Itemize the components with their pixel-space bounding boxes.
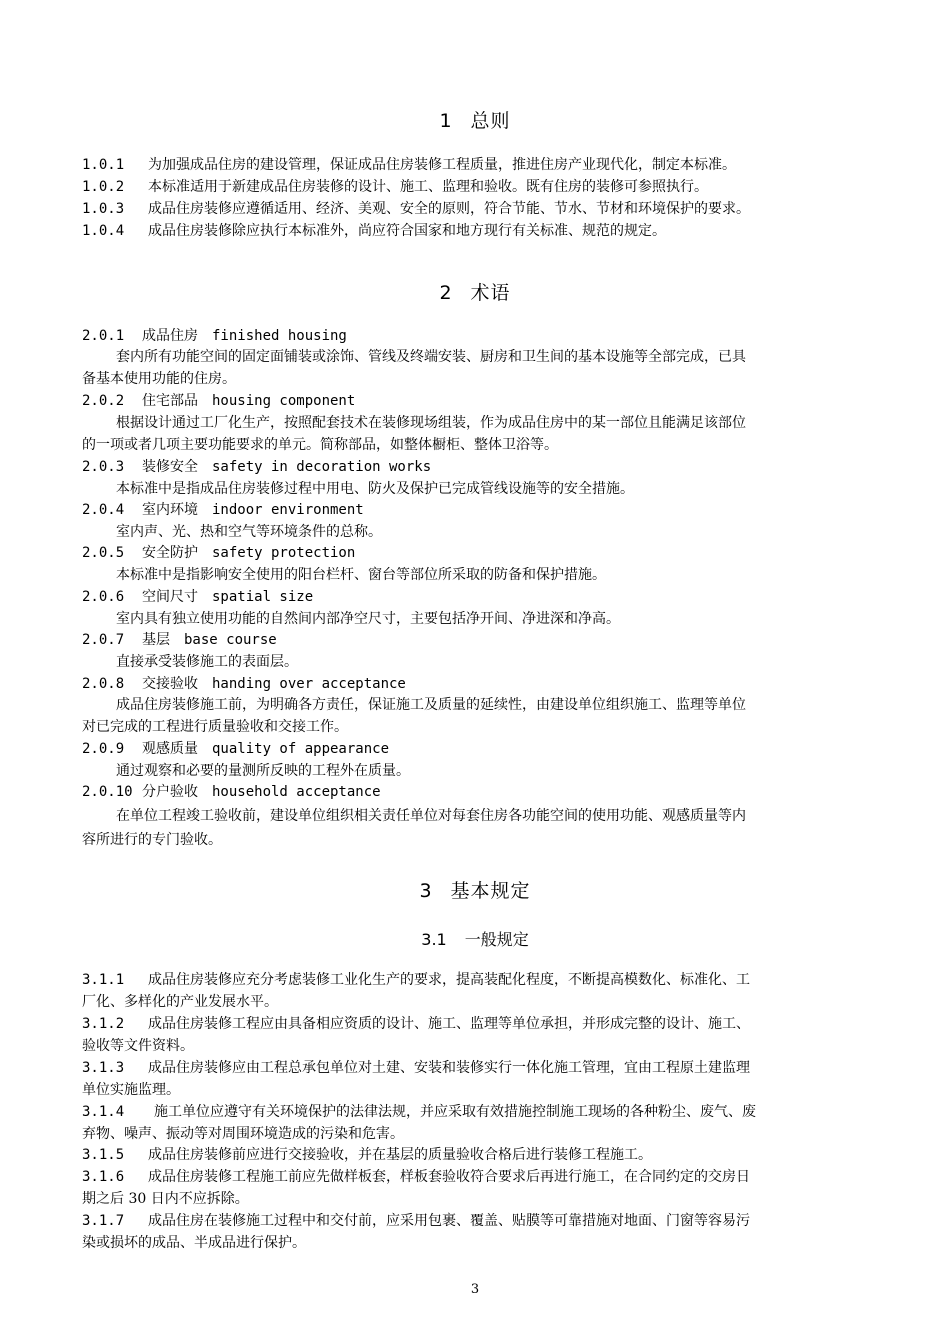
clause-text-cont: 验收等文件资料。: [82, 1038, 194, 1054]
term-id: 2.0.3: [82, 459, 125, 475]
clause-1-0-2: [82, 177, 872, 197]
term-id: 2.0.7: [82, 632, 125, 648]
clause-id: 3.1.2: [82, 1016, 125, 1032]
section-2-heading: [0, 278, 950, 305]
clause-text-cont: 厂化、多样化的产业发展水平。: [82, 994, 278, 1010]
term-definition: 本标准中是指影响安全使用的阳台栏杆、窗台等部位所采取的防备和保护措施。: [116, 567, 606, 583]
term-en: spatial size: [212, 589, 314, 605]
clause-3-1-2: [82, 1014, 872, 1034]
term-2-0-4: [82, 500, 872, 520]
clause-3-1-4: [82, 1102, 872, 1122]
subsection-3-1-heading: [0, 927, 950, 950]
term-en: indoor environment: [212, 502, 364, 518]
clause-id: 1.0.3: [82, 201, 125, 217]
page-number: 3: [470, 1282, 480, 1297]
clause-3-1-6: [82, 1167, 872, 1187]
term-id: 2.0.8: [82, 676, 125, 692]
term-id: 2.0.10: [82, 784, 133, 800]
term-en: housing component: [212, 393, 356, 409]
term-2-0-9: [82, 739, 872, 759]
clause-3-1-5: [82, 1145, 872, 1165]
term-id: 2.0.9: [82, 741, 125, 757]
term-definition: 室内具有独立使用功能的自然间内部净空尺寸，主要包括净开间、净进深和净高。: [116, 611, 620, 627]
clause-text: 成品住房装修应充分考虑装修工业化生产的要求，提高装配化程度，不断提高模数化、标准化、工: [148, 972, 750, 988]
term-definition: 本标准中是指成品住房装修过程中用电、防火及保护已完成管线设施等的安全措施。: [116, 481, 634, 497]
term-cn: 分户验收: [142, 784, 198, 800]
term-2-0-8: [82, 674, 872, 694]
term-en: finished housing: [212, 328, 347, 344]
section-1-heading: [0, 106, 950, 133]
clause-1-0-1: [82, 155, 872, 175]
term-definition: 直接承受装修施工的表面层。: [116, 654, 298, 670]
term-2-0-5: [82, 543, 872, 563]
term-cn: 空间尺寸: [142, 589, 198, 605]
section-number: 2: [439, 282, 453, 304]
term-definition: 成品住房装修施工前，为明确各方责任，保证施工及质量的延续性，由建设单位组织施工、监理等单位: [116, 697, 746, 713]
subsection-number: 3.1: [421, 930, 447, 949]
term-2-0-3: [82, 457, 872, 477]
clause-id: 3.1.3: [82, 1060, 125, 1076]
clause-1-0-3: [82, 199, 872, 219]
term-en: quality of appearance: [212, 741, 390, 757]
term-cn: 室内环境: [142, 502, 198, 518]
clause-text: 成品住房装修除应执行本标准外，尚应符合国家和地方现行有关标准、规范的规定。: [148, 223, 666, 239]
clause-id: 1.0.4: [82, 223, 125, 239]
term-definition-cont: 的一项或者几项主要功能要求的单元。简称部品，如整体橱柜、整体卫浴等。: [82, 437, 558, 453]
section-title: 基本规定: [450, 880, 531, 902]
term-2-0-6: [82, 587, 872, 607]
clause-3-1-1: [82, 970, 872, 990]
clause-id: 3.1.4: [82, 1104, 125, 1120]
clause-text: 成品住房装修工程施工前应先做样板套，样板套验收符合要求后再进行施工，在合同约定的交房日: [148, 1169, 750, 1185]
clause-id: 3.1.1: [82, 972, 125, 988]
term-definition: 室内声、光、热和空气等环境条件的总称。: [116, 524, 382, 540]
term-2-0-1: [82, 326, 872, 346]
section-title: 总则: [470, 110, 511, 132]
term-id: 2.0.5: [82, 545, 125, 561]
clause-3-1-3: [82, 1058, 872, 1078]
term-en: household acceptance: [212, 784, 381, 800]
clause-text: 成品住房在装修施工过程中和交付前，应采用包裹、覆盖、贴膜等可靠措施对地面、门窗等容易污: [148, 1213, 750, 1229]
term-cn: 安全防护: [142, 545, 198, 561]
term-id: 2.0.2: [82, 393, 125, 409]
term-cn: 交接验收: [142, 676, 198, 692]
term-cn: 观感质量: [142, 741, 198, 757]
clause-text: 施工单位应遵守有关环境保护的法律法规，并应采取有效措施控制施工现场的各种粉尘、废气、废: [154, 1104, 756, 1120]
term-cn: 成品住房: [142, 328, 198, 344]
section-number: 3: [419, 880, 433, 902]
clause-text-cont: 单位实施监理。: [82, 1082, 180, 1098]
term-2-0-7: [82, 630, 872, 650]
term-2-0-10: [82, 782, 872, 802]
clause-id: 1.0.2: [82, 179, 125, 195]
term-en: safety protection: [212, 545, 356, 561]
clause-3-1-7: [82, 1211, 872, 1231]
clause-1-0-4: [82, 221, 872, 241]
clause-text-cont: 期之后 30 日内不应拆除。: [82, 1191, 249, 1207]
term-id: 2.0.4: [82, 502, 125, 518]
section-title: 术语: [470, 282, 511, 304]
clause-text: 成品住房装修应遵循适用、经济、美观、安全的原则，符合节能、节水、节材和环境保护的要求。: [148, 201, 750, 217]
term-en: base course: [184, 632, 277, 648]
term-definition: 通过观察和必要的量测所反映的工程外在质量。: [116, 763, 410, 779]
term-definition: 根据设计通过工厂化生产，按照配套技术在装修现场组装，作为成品住房中的某一部位且能满足该部位: [116, 415, 746, 431]
term-definition: 在单位工程竣工验收前，建设单位组织相关责任单位对每套住房各功能空间的使用功能、观感质量等内: [116, 808, 746, 824]
clause-id: 1.0.1: [82, 157, 125, 173]
term-definition-cont: 对已完成的工程进行质量验收和交接工作。: [82, 719, 348, 735]
term-en: safety in decoration works: [212, 459, 432, 475]
clause-text: 成品住房装修工程应由具备相应资质的设计、施工、监理等单位承担，并形成完整的设计、施工、: [148, 1016, 750, 1032]
term-2-0-2: [82, 391, 872, 411]
term-definition: 套内所有功能空间的固定面铺装或涂饰、管线及终端安装、厨房和卫生间的基本设施等全部完成，已具: [116, 349, 746, 365]
term-cn: 住宅部品: [142, 393, 198, 409]
section-number: 1: [439, 110, 453, 132]
clause-id: 3.1.5: [82, 1147, 125, 1163]
term-cn: 基层: [142, 632, 170, 648]
clause-text: 本标准适用于新建成品住房装修的设计、施工、监理和验收。既有住房的装修可参照执行。: [148, 179, 708, 195]
term-id: 2.0.1: [82, 328, 125, 344]
clause-text-cont: 弃物、噪声、振动等对周围环境造成的污染和危害。: [82, 1126, 404, 1142]
term-cn: 装修安全: [142, 459, 198, 475]
clause-text: 成品住房装修应由工程总承包单位对土建、安装和装修实行一体化施工管理，宜由工程原土建监理: [148, 1060, 750, 1076]
clause-id: 3.1.6: [82, 1169, 125, 1185]
section-3-heading: [0, 876, 950, 903]
term-en: handing over acceptance: [212, 676, 406, 692]
term-definition-cont: 备基本使用功能的住房。: [82, 371, 236, 387]
term-definition-cont: 容所进行的专门验收。: [82, 832, 222, 848]
clause-text-cont: 染或损坏的成品、半成品进行保护。: [82, 1235, 306, 1251]
term-id: 2.0.6: [82, 589, 125, 605]
clause-text: 为加强成品住房的建设管理，保证成品住房装修工程质量，推进住房产业现代化，制定本标准。: [148, 157, 736, 173]
clause-text: 成品住房装修前应进行交接验收，并在基层的质量验收合格后进行装修工程施工。: [148, 1147, 652, 1163]
clause-id: 3.1.7: [82, 1213, 125, 1229]
subsection-title: 一般规定: [464, 930, 529, 949]
